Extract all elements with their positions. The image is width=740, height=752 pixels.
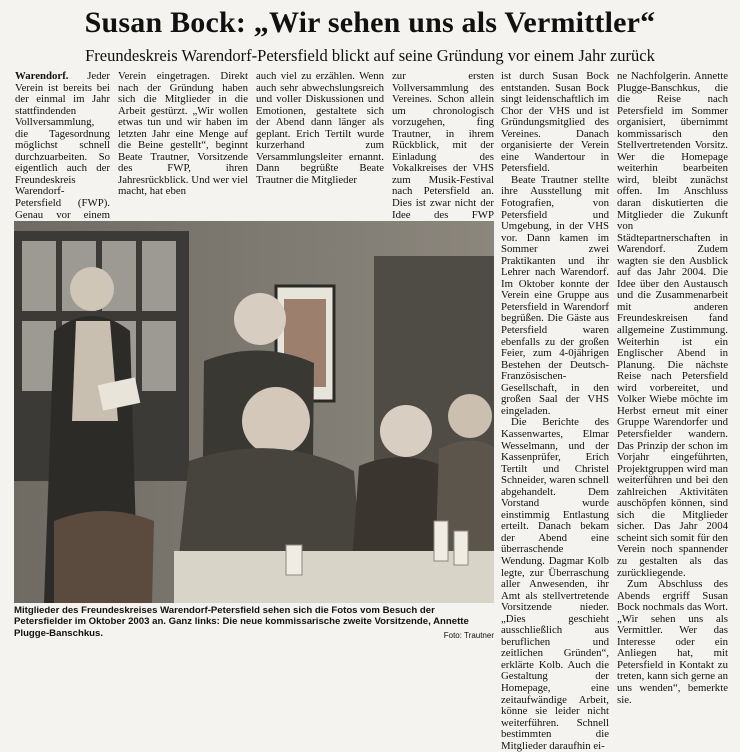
dateline: Warendorf. (15, 70, 69, 82)
article-column-6 (617, 70, 728, 706)
photo-caption-block (14, 605, 494, 641)
group-photo (14, 221, 494, 603)
person-standing-head (234, 293, 286, 345)
subheadline: Freundeskreis Warendorf-Petersfield blickt auf seine Gründung vor einem Jahr zurück (85, 46, 655, 65)
person-seated-head (242, 387, 310, 455)
person-right-head (448, 394, 492, 438)
chair (54, 511, 154, 603)
column-1-text: Jeder Verein ist bereits bei der einmal im Jahr stattfindenden Vollversammlung, die Tagesordnung möglichst schnell durchzuarbeiten. So eigentlich auch der Freundeskreis Warendorf-Petersfield (FWP). Genau vor einem (15, 70, 110, 221)
person-woman-head (380, 405, 432, 457)
headline: Susan Bock: „Wir sehen uns als Vermittler“ (84, 6, 656, 39)
article-column-3 (256, 71, 384, 211)
column-4-text: zur ersten Vollversammlung des Vereines. Schon allein um chronologisch vorzugehen, fing Trautner, in ihrem Rückblick, mit der Einladung des Vokalkreises der VHS zum Musik-Festival nach Petersfield an. Dies ist zwar nicht der Idee des FWP (392, 70, 494, 221)
photo-caption: Mitglieder des Freundeskreises Warendorf-Petersfield sehen sich die Fotos vom Besuch der Petersfielder im Oktober 2003 an. Ganz links: Die neue kommissarische zweite Vorsitzende, Annette Plugge-Banschkus. (14, 605, 469, 639)
column-6-paragraph: Zum Abschluss des Abends ergriff Susan Bock nochmals das Wort. „Wir sehen uns als Vermittler. Wer das Interesse oder ein Anliegen hat, mit Petersfield in Kontakt zu treten, kann sich gerne an uns wenden“, bemerkte sie. (617, 578, 728, 706)
column-6-paragraph: ne Nachfolgerin. Annette Plugge-Banschkus, die die Reise nach Petersfield im Sommer organisiert, übernimmt kommissarisch den Stellvertretenden Vorsitz. Wer die Homepage weiterhin bearbeiten wird, bleibt zunächst offen. Im Anschluss daran diskutierten die Mitglieder die Zukunft von Städtepartnerschaften in Warendorf. Zudem wagten sie den Ausblick auf das Jahr 2004. Die Idee über den Austausch und die Zusammenarbeit mit anderen Freundeskreisen fand allgemeine Zustimmung. Weiterhin ist ein Englischer Abend in Planung. Die nächste Reise nach Petersfield wird vorbereitet, und Volker Wiebe möchte im Herbst erneut mit einer Gruppe Warendorfer und Petersfielder wandern. Das Prinzip der schon im Vorjahr eingeführten, Projektgruppen wird man weiterführen und bei den zahlreichen Aktivitäten auschöpfen können, sind sich die Mitglieder sicher. Das Jahr 2004 scheint sich somit für den Verein noch spannender zu gestalten als das zurückliegende. (617, 70, 728, 579)
column-2-text: Verein eingetragen. Direkt nach der Gründung haben sich die Mitglieder in die Arbeit gestürzt. „Wir wollen etwas tun und wir haben im letzten Jahr eine Menge auf die Beine gestellt“, beginnt Beate Trautner, Vorsitzende des FWP, ihren Jahresrückblick. Und wer viel macht, hat eben (118, 70, 248, 198)
photo-scene (14, 221, 494, 603)
article-column-4 (392, 70, 494, 221)
column-5-paragraph: ist durch Susan Bock entstanden. Susan Bock singt leidenschaftlich im Chor der VHS und ist Gründungsmitglied des Vereines. Danach organisierte der Verein eine Wandertour in Petersfield. (501, 70, 609, 175)
article-column-1 (15, 70, 110, 221)
column-5-paragraph: Die Berichte des Kassenwartes, Elmar Wesselmann, und der Kassenprüfer, Erich Tertilt und Christel Schneider, waren schnell abgehandelt. Dem Vorstand wurde einstimmig Entlastung erteilt. Danach bekam der Abend eine überraschende Wendung. Dagmar Kolb legte, zur Überraschung aller Anwesenden, ihr Amt als stellvertretende Vorsitzende nieder. „Dies geschieht ausschließlich aus beruflichen und zeitlichen Gründen“, erklärte Kolb. Auch die Gestaltung der Homepage, eine zeitaufwändige Arbeit, könne sie leider nicht weiterführen. Schnell bestimmten die Mitglieder daraufhin ei- (501, 416, 609, 752)
person-left-head (70, 267, 114, 311)
column-3-text: auch viel zu erzählen. Wenn auch sehr abwechslungsreich und voller Diskussionen und Emotionen, gestaltete sich der Abend dann länger als geplant. Erich Tertilt wurde kurzerhand zum Versammlungsleiter ernannt. Dann begrüßte Beate Trautner die Mitglieder (256, 70, 384, 186)
photo-credit: Foto: Trautner (443, 630, 494, 640)
column-5-paragraph: Beate Trautner stellte ihre Ausstellung mit Fotografien, von Petersfield und Umgebung, in der VHS vor. Dann kamen im Sommer zwei Praktikanten und ihr Lehrer nach Warendorf. Im Oktober konnte der Verein eine Gruppe aus Petersfield in Warendorf begrüßen. Die Gäste aus Petersfield waren ebenfalls zu der großen Feier, zum 4-0jährigen Bestehen der Deutsch-Französischen-Gesellschaft, in den großen Saal der VHS eingeladen. (501, 173, 609, 417)
article-column-5 (501, 70, 609, 752)
article-column-2 (118, 71, 248, 211)
